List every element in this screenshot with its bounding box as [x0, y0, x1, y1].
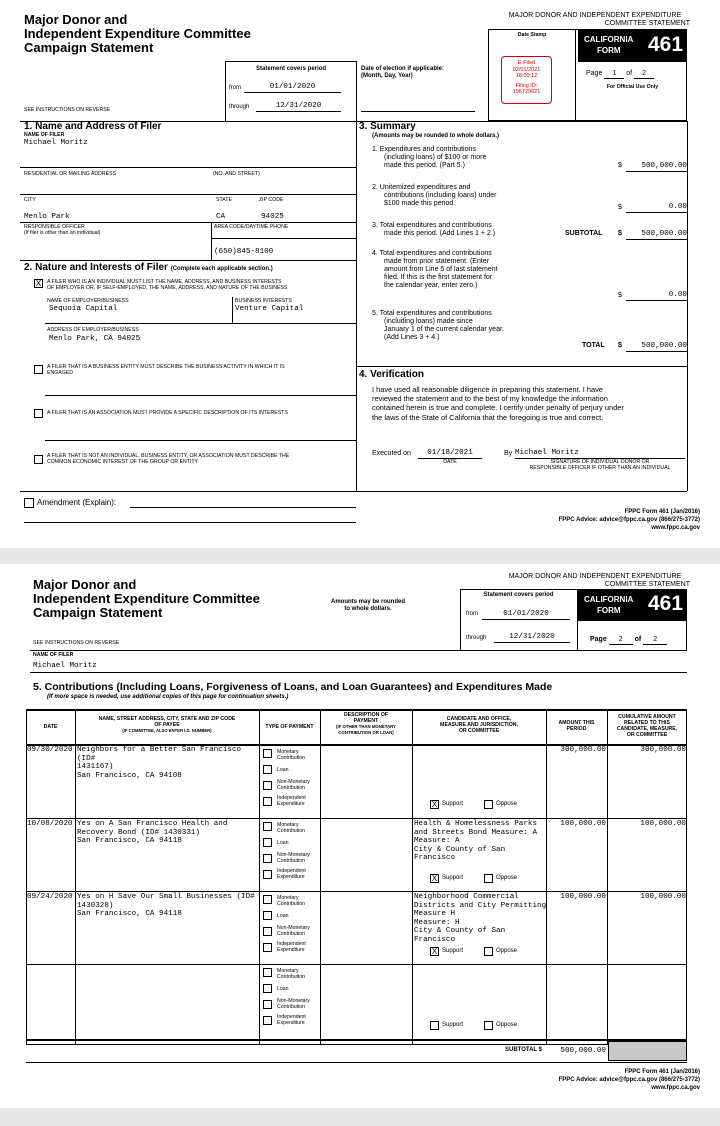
- non-monetary-checkbox[interactable]: [263, 927, 272, 936]
- statement-covers-label: Statement covers period: [255, 66, 327, 72]
- monetary-checkbox[interactable]: [263, 822, 272, 831]
- non-monetary-checkbox[interactable]: [263, 854, 272, 863]
- filer-phone: (650)845-8100: [214, 248, 274, 256]
- row-payee: Yes on A San Francisco Health and Recovery Bond (ID# 1430331) San Francisco, CA 94118: [77, 820, 228, 846]
- phone-label: AREA CODE/DAYTIME PHONE: [214, 224, 289, 230]
- page2-page-indicator: Page 2 of 2: [590, 636, 686, 645]
- monetary-checkbox[interactable]: [263, 968, 272, 977]
- non-monetary-label: Non-Monetary Contribution: [277, 998, 310, 1010]
- executed-date: 01/18/2021: [418, 449, 482, 459]
- support-label: Support: [442, 801, 464, 807]
- header-form-caption: MAJOR DONOR AND INDEPENDENT EXPENDITURE COMMITTEE STATEMENT: [508, 12, 690, 27]
- table-row: [26, 819, 687, 891]
- subtotal-tag: SUBTOTAL: [565, 230, 603, 237]
- row-date: 09/30/2020: [27, 746, 73, 754]
- form-461-badge: CALIFORNIA FORM 461: [578, 29, 687, 62]
- support-checkbox[interactable]: X: [431, 874, 438, 883]
- section2-heading: 2. Nature and Interests of Filer (Complete each applicable section.): [24, 262, 273, 273]
- individual-checkbox[interactable]: X: [35, 279, 42, 288]
- page2-through-label: through: [466, 635, 487, 641]
- dollar-sign: $: [618, 204, 622, 211]
- independent-label: Independent Expenditure: [277, 1014, 306, 1026]
- see-instructions: SEE INSTRUCTIONS ON REVERSE: [24, 107, 111, 113]
- dollar-sign: $: [618, 162, 622, 169]
- page2-title: Major Donor and Independent Expenditure Committee Campaign Statement: [33, 577, 260, 620]
- monetary-checkbox[interactable]: [263, 749, 272, 758]
- loan-checkbox[interactable]: [263, 984, 272, 993]
- page2-filer-name: Michael Moritz: [33, 662, 97, 670]
- subtotal-shaded-cell: [608, 1041, 687, 1061]
- row-candidate: Neighborhood Commercial Districts and City Permitting Measure H Measure: H City & County of San Francisco: [414, 893, 547, 944]
- section5-subheading: (If more space is needed, use additional copies of this page for continuation sheets.): [47, 694, 289, 700]
- table-row: [26, 892, 687, 964]
- business-entity-checkbox[interactable]: [34, 365, 43, 374]
- association-instructions: A FILER THAT IS AN ASSOCIATION MUST PROVIDE A SPECIFIC DESCRIPTION OF ITS INTERESTS: [47, 410, 288, 416]
- table-row: [26, 965, 687, 1039]
- col-date: DATE: [43, 724, 58, 730]
- independent-checkbox[interactable]: [263, 1016, 272, 1025]
- responsible-officer-label: RESPONSIBLE OFFICER (If filer is other than an individual): [24, 224, 101, 236]
- oppose-checkbox[interactable]: [484, 1021, 493, 1030]
- row-amount: 100,000.00: [560, 893, 606, 901]
- through-date: 12/31/2020: [256, 102, 341, 112]
- non-monetary-label: Non-Monetary Contribution: [277, 925, 310, 937]
- employer-label: NAME OF EMPLOYER/BUSINESS: [47, 298, 129, 304]
- row-cumulative: 100,000.00: [640, 820, 686, 828]
- row-cumulative: 300,000.00: [640, 746, 686, 754]
- summary-line-3-amount: 500,000.00: [626, 230, 687, 240]
- page2-form-caption: MAJOR DONOR AND INDEPENDENT EXPENDITURE COMMITTEE STATEMENT: [508, 573, 690, 588]
- monetary-label: Monetary Contribution: [277, 895, 305, 907]
- non-monetary-checkbox[interactable]: [263, 781, 272, 790]
- independent-checkbox[interactable]: [263, 870, 272, 879]
- other-entity-instructions: A FILER THAT IS NOT AN INDIVIDUAL, BUSINESS ENTITY, OR ASSOCIATION MUST DESCRIBE THE COMMON ECONOMIC INTEREST OF THE GROUP OR ENTITY: [47, 453, 290, 465]
- support-label: Support: [442, 948, 464, 954]
- row-amount: 100,000.00: [560, 820, 606, 828]
- independent-label: Independent Expenditure: [277, 868, 306, 880]
- loan-checkbox[interactable]: [263, 911, 272, 920]
- summary-line-5: 5. Total expenditures and contributions (including loans) made since January 1 of the current calendar year. (Add Lines 3 + 4.): [372, 310, 504, 341]
- form-page-2: [0, 564, 720, 1108]
- summary-line-2-amount: 0.00: [626, 203, 687, 213]
- independent-checkbox[interactable]: [263, 943, 272, 952]
- employer-name: Sequoia Capital: [49, 305, 118, 313]
- table-row: [26, 745, 687, 818]
- monetary-label: Monetary Contribution: [277, 968, 305, 980]
- page2-see-instructions: SEE INSTRUCTIONS ON REVERSE: [33, 640, 120, 646]
- non-monetary-label: Non-Monetary Contribution: [277, 779, 310, 791]
- support-checkbox[interactable]: [430, 1021, 439, 1030]
- page2-name-label: NAME OF FILER: [33, 652, 74, 658]
- association-checkbox[interactable]: [34, 409, 43, 418]
- col-amount: AMOUNT THIS PERIOD: [558, 720, 595, 732]
- independent-label: Independent Expenditure: [277, 795, 306, 807]
- loan-label: Loan: [277, 840, 289, 846]
- support-checkbox[interactable]: X: [431, 947, 438, 956]
- business-entity-instructions: A FILER THAT IS A BUSINESS ENTITY MUST DESCRIBE THE BUSINESS ACTIVITY IN WHICH IT IS ENGAGED: [47, 364, 285, 376]
- verification-text: I have used all reasonable diligence in preparing this statement. I have reviewed the statement and to the best of my knowledge the information contained herein is true and complete. I certify under penalty of perjury under the laws of the State of California that the foregoing is true and correct.: [372, 385, 624, 422]
- subtotal-row: [412, 1041, 687, 1061]
- summary-line-1: 1. Expenditures and contributions (including loans) of $100 or more made this period. (Part 5.): [372, 146, 487, 169]
- col-candidate: CANDIDATE AND OFFICE, MEASURE AND JURISDICTION, OR COMMITTEE: [440, 716, 518, 734]
- business-interests: Venture Capital: [235, 305, 304, 313]
- col-type: TYPE OF PAYMENT: [265, 724, 314, 730]
- dollar-sign: $: [618, 292, 622, 299]
- city-label: CITY: [24, 197, 36, 203]
- section4-heading: 4. Verification: [359, 369, 425, 380]
- col-payee: NAME, STREET ADDRESS, CITY, STATE AND ZIP CODE OF PAYEE (IF COMMITTEE, ALSO ENTER I.D. NUMBER): [98, 716, 236, 733]
- page1-footer: FPPC Form 461 (Jan/2016) FPPC Advice: advice@fppc.ca.gov (866/275-3772) www.fppc.ca.gov: [558, 509, 700, 531]
- row-date: 10/08/2020: [27, 820, 73, 828]
- row-candidate: Health & Homelessness Parks and Streets Bond Measure: A Measure: A City & County of San Francisco: [414, 820, 538, 863]
- monetary-label: Monetary Contribution: [277, 749, 305, 761]
- executed-on-label: Executed on: [372, 450, 411, 457]
- summary-line-4: 4. Total expenditures and contributions made from prior statement. (Enter amount from Line 5 of last statement filed. If this is the first statement for the calendar year, enter zero.): [372, 250, 498, 289]
- oppose-label: Oppose: [496, 1022, 518, 1028]
- loan-checkbox[interactable]: [263, 838, 272, 847]
- through-label: through: [229, 104, 250, 110]
- summary-line-5-amount: 500,000.00: [626, 342, 687, 352]
- monetary-label: Monetary Contribution: [277, 822, 305, 834]
- independent-label: Independent Expenditure: [277, 941, 306, 953]
- filer-name: Michael Moritz: [24, 139, 88, 147]
- row-amount: 300,000.00: [560, 746, 606, 754]
- page2-footer: FPPC Form 461 (Jan/2016) FPPC Advice: advice@fppc.ca.gov (866/275-3772) www.fppc.ca.gov: [558, 1069, 700, 1091]
- monetary-checkbox[interactable]: [263, 895, 272, 904]
- loan-label: Loan: [277, 986, 289, 992]
- amounts-rounded-note: Amounts may be rounded to whole dollars.: [330, 599, 405, 612]
- filer-name-label: NAME OF FILER: [24, 132, 65, 138]
- row-cumulative: 100,000.00: [640, 893, 686, 901]
- subtotal-label: SUBTOTAL $: [504, 1047, 542, 1053]
- signer-name: Michael Moritz: [515, 449, 685, 459]
- oppose-checkbox[interactable]: [484, 800, 493, 809]
- employer-address-label: ADDRESS OF EMPLOYER/BUSINESS: [47, 327, 139, 333]
- filer-state: CA: [216, 213, 226, 221]
- residential-label: RESIDENTIAL OR MAILING ADDRESS: [24, 171, 117, 177]
- subtotal-amount: 500,000.00: [560, 1047, 606, 1055]
- non-monetary-checkbox[interactable]: [263, 1000, 272, 1009]
- form-title: Major Donor and Independent Expenditure Committee Campaign Statement: [24, 12, 251, 55]
- street-label: (NO. AND STREET): [213, 171, 260, 177]
- support-label: Support: [442, 1022, 464, 1028]
- row-payee: Yes on H Save Our Small Businesses (ID# 1430328) San Francisco, CA 94118: [77, 893, 255, 919]
- section3-heading: 3. Summary: [359, 121, 416, 132]
- oppose-checkbox[interactable]: [484, 947, 493, 956]
- section3-subheading: (Amounts may be rounded to whole dollars.): [372, 133, 500, 139]
- oppose-checkbox[interactable]: [484, 874, 493, 883]
- from-label: from: [229, 85, 241, 91]
- amendment-label: Amendment (Explain):: [37, 498, 117, 507]
- from-date: 01/01/2020: [244, 83, 341, 93]
- zip-label: ZIP CODE: [259, 197, 284, 203]
- row-date: 09/24/2020: [27, 893, 73, 901]
- oppose-label: Oppose: [496, 875, 518, 881]
- independent-checkbox[interactable]: [263, 797, 272, 806]
- section1-heading: 1. Name and Address of Filer: [24, 121, 162, 132]
- by-label: By: [504, 450, 513, 457]
- page2-from-date: 01/01/2020: [482, 610, 570, 620]
- total-tag: TOTAL: [582, 342, 605, 349]
- page-indicator: Page 1 of 2: [586, 70, 686, 79]
- filer-city: Menlo Park: [24, 213, 70, 221]
- summary-line-1-amount: 500,000.00: [626, 162, 687, 172]
- date-caption: DATE: [443, 459, 457, 465]
- employer-address: Menlo Park, CA 94025: [49, 335, 141, 343]
- loan-checkbox[interactable]: [263, 765, 272, 774]
- col-description: DESCRIPTION OF PAYMENT (IF OTHER THAN MONETARY CONTRIBUTION OR LOAN): [336, 712, 396, 735]
- individual-instructions: A FILER WHO IS AN INDIVIDUAL MUST LIST THE NAME, ADDRESS, AND BUSINESS INTERESTS OF EMPLOYER OR, IF SELF-EMPLOYED, THE NAME, ADDRESS, AND NATURE OF THE BUSINESS: [47, 279, 288, 291]
- support-checkbox[interactable]: X: [431, 800, 438, 809]
- dollar-sign: $: [618, 230, 622, 237]
- summary-line-3: 3. Total expenditures and contributions made this period. (Add Lines 1 + 2.): [372, 222, 496, 237]
- official-use-label: For Official Use Only: [606, 84, 659, 90]
- interests-label: BUSINESS INTERESTS: [235, 298, 292, 304]
- page2-from-label: from: [466, 611, 478, 617]
- amendment-checkbox[interactable]: [24, 498, 34, 508]
- summary-line-2: 2. Unitemized expenditures and contributions (including loans) under $100 made this period.: [372, 184, 497, 207]
- date-stamp-label: Date Stamp: [517, 32, 547, 38]
- oppose-label: Oppose: [496, 801, 518, 807]
- section5-heading: 5. Contributions (Including Loans, Forgiveness of Loans, and Loan Guarantees) and Expenditures Made: [33, 681, 553, 693]
- form-page-1: [0, 0, 720, 548]
- page2-form-461-badge: CALIFORNIA FORM 461: [578, 589, 687, 621]
- other-entity-checkbox[interactable]: [34, 455, 43, 464]
- signature-caption: SIGNATURE OF INDIVIDUAL DONOR OR RESPONSIBLE OFFICER IF OTHER THAN AN INDIVIDUAL: [529, 459, 671, 471]
- non-monetary-label: Non-Monetary Contribution: [277, 852, 310, 864]
- summary-line-4-amount: 0.00: [626, 291, 687, 301]
- page2-statement-covers: Statement covers period: [483, 592, 554, 598]
- loan-label: Loan: [277, 913, 289, 919]
- page2-through-date: 12/31/2020: [494, 633, 570, 643]
- state-label: STATE: [216, 197, 232, 203]
- filer-zip: 94025: [261, 213, 284, 221]
- support-label: Support: [442, 875, 464, 881]
- dollar-sign: $: [618, 342, 622, 349]
- loan-label: Loan: [277, 767, 289, 773]
- oppose-label: Oppose: [496, 948, 518, 954]
- efile-stamp: E-Filed 02/01/2021 18:00:12 Filing ID: 196729621: [501, 56, 552, 104]
- row-payee: Neighbors for a Better San Francisco (ID# 1431167) San Francisco, CA 94108: [77, 746, 242, 780]
- election-date-label: Date of election if applicable: (Month, Day, Year): [361, 66, 445, 79]
- col-cumulative: CUMULATIVE AMOUNT RELATED TO THIS CANDIDATE, MEASURE, OR COMMITTEE: [616, 714, 678, 738]
